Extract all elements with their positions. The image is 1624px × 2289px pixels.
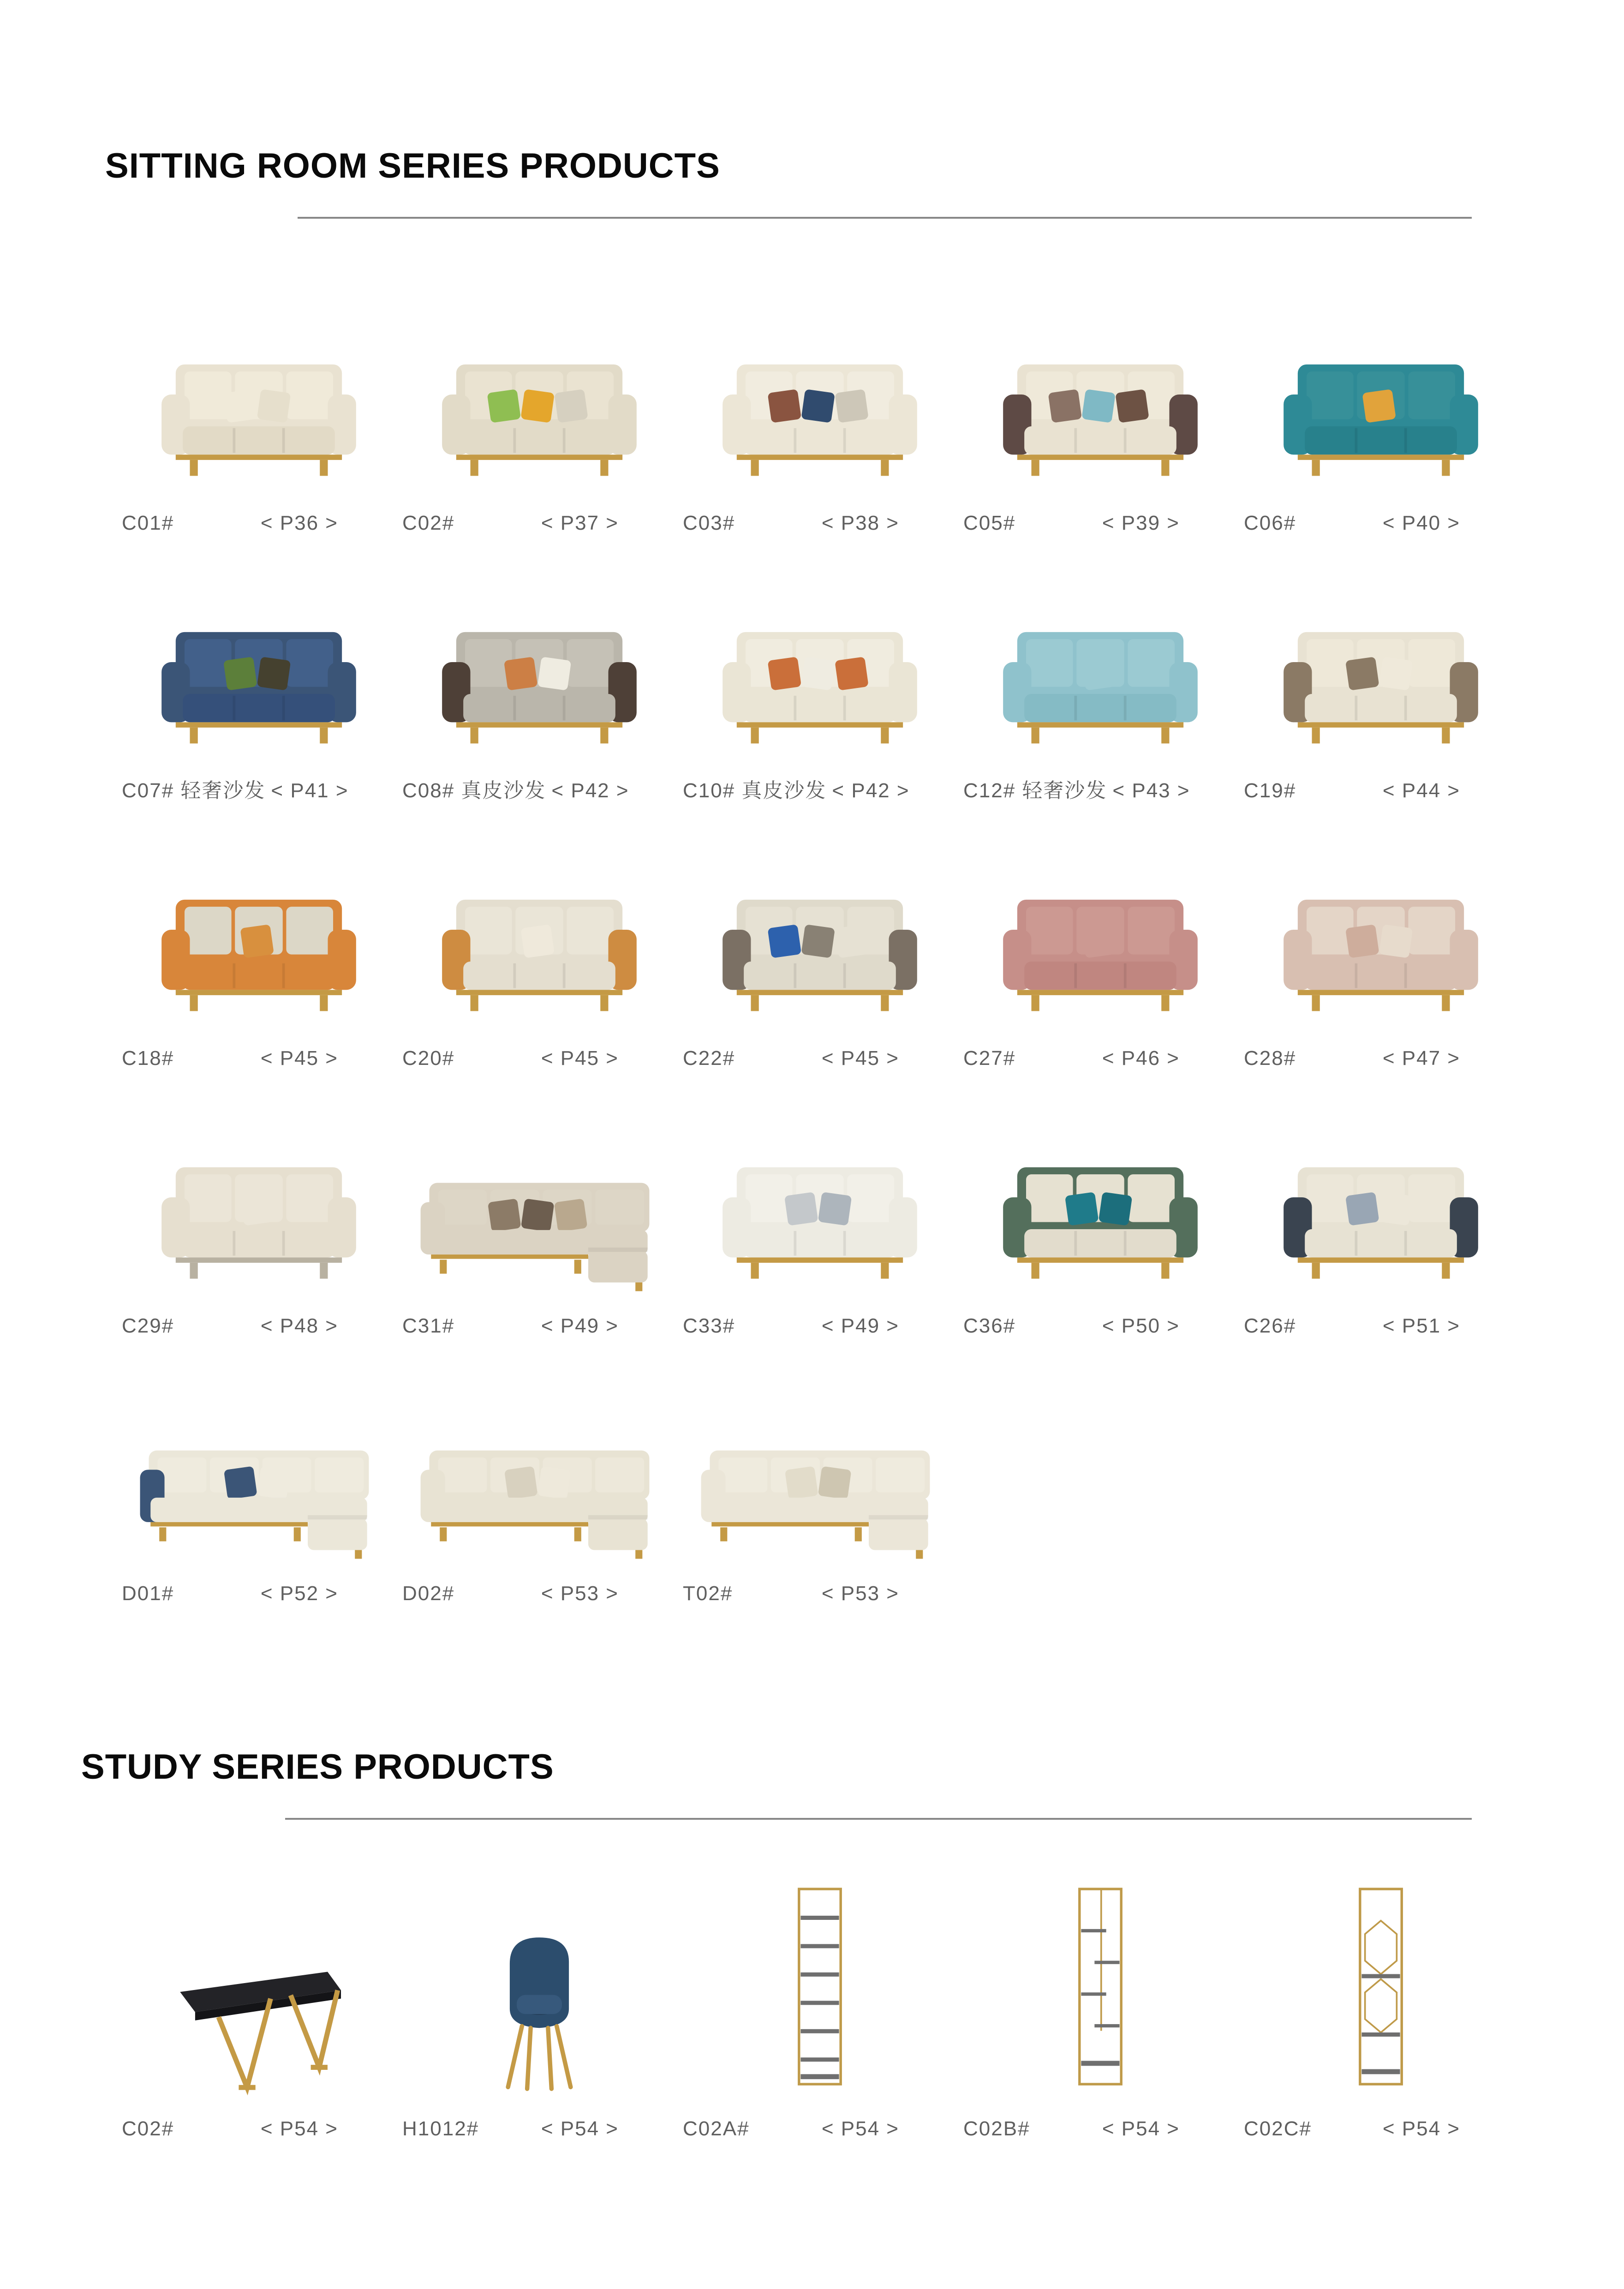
product-label <box>402 1046 676 1070</box>
product-page-ref: < P54 > <box>821 2117 899 2140</box>
sectional-sofa-icon <box>402 1164 676 1295</box>
product-label <box>122 779 396 803</box>
product-code: C26# <box>1244 1315 1296 1337</box>
product-card <box>120 831 400 1098</box>
product-code: C33# <box>683 1315 735 1337</box>
product-code: C01# <box>122 512 174 534</box>
product-card <box>120 1869 400 2169</box>
product-page-ref: < P53 > <box>541 1582 619 1605</box>
product-card <box>961 295 1242 563</box>
sofa-icon <box>402 885 676 1027</box>
product-label <box>122 1046 396 1070</box>
sofa-icon <box>122 350 396 492</box>
desk-icon <box>122 1947 396 2098</box>
product-code: C36# <box>963 1315 1016 1337</box>
product-card <box>681 1869 961 2169</box>
product-page-ref: < P45 > <box>821 1047 899 1070</box>
sofa-icon <box>963 618 1237 759</box>
product-page-ref: < P37 > <box>541 512 619 534</box>
sofa-icon <box>402 618 676 759</box>
section-title-study: STUDY SERIES PRODUCTS <box>81 1747 554 1787</box>
product-card <box>400 831 681 1098</box>
product-page-ref: < P44 > <box>1382 779 1460 802</box>
product-page-ref: < P41 > <box>271 779 349 802</box>
product-label <box>122 1582 396 1606</box>
product-card <box>961 563 1242 831</box>
product-page-ref: < P39 > <box>1102 512 1180 534</box>
product-page-ref: < P46 > <box>1102 1047 1180 1070</box>
product-label <box>683 779 957 803</box>
product-card <box>120 295 400 563</box>
sofa-icon <box>683 618 957 759</box>
product-card <box>961 1098 1242 1366</box>
product-label <box>683 1582 957 1606</box>
sectional-sofa-icon <box>122 1431 396 1562</box>
sofa-icon <box>963 1153 1237 1295</box>
product-page-ref: < P49 > <box>541 1315 619 1337</box>
product-card <box>400 295 681 563</box>
product-label <box>1244 511 1518 535</box>
product-label <box>402 1314 676 1338</box>
product-code: C29# <box>122 1315 174 1337</box>
product-page-ref: < P54 > <box>260 2117 338 2140</box>
product-label <box>402 511 676 535</box>
sofa-icon <box>1244 1153 1518 1295</box>
sofa-icon <box>122 885 396 1027</box>
product-page-ref: < P36 > <box>260 512 338 534</box>
product-page-ref: < P50 > <box>1102 1315 1180 1337</box>
product-card <box>1242 1869 1522 2169</box>
section-title-sitting-room: SITTING ROOM SERIES PRODUCTS <box>105 146 720 185</box>
product-page-ref: < P45 > <box>260 1047 338 1070</box>
product-card <box>400 1869 681 2169</box>
product-label <box>963 2117 1237 2141</box>
product-code: C22# <box>683 1047 735 1070</box>
product-card <box>681 1366 961 1633</box>
sofa-icon <box>963 350 1237 492</box>
product-label <box>683 1314 957 1338</box>
product-label <box>402 779 676 803</box>
product-code: C08# 真皮沙发 <box>402 779 546 802</box>
product-card <box>120 1366 400 1633</box>
product-page-ref: < P42 > <box>832 779 910 802</box>
product-code: C06# <box>1244 512 1296 534</box>
product-card <box>400 563 681 831</box>
product-label <box>683 2117 957 2141</box>
section-divider <box>285 1818 1472 1820</box>
sofa-icon <box>683 350 957 492</box>
sofa-icon <box>1244 885 1518 1027</box>
product-label <box>402 2117 676 2141</box>
product-label <box>683 511 957 535</box>
product-code: C18# <box>122 1047 174 1070</box>
product-code: C03# <box>683 512 735 534</box>
sofa-icon <box>1244 618 1518 759</box>
product-label <box>122 1314 396 1338</box>
product-page-ref: < P51 > <box>1382 1315 1460 1337</box>
sofa-icon <box>122 1153 396 1295</box>
product-code: C31# <box>402 1315 455 1337</box>
product-label <box>1244 779 1518 803</box>
bookshelf-icon <box>963 1881 1237 2098</box>
sofa-icon <box>122 618 396 759</box>
product-card <box>1242 1098 1522 1366</box>
section-divider <box>298 217 1472 219</box>
product-page-ref: < P54 > <box>1382 2117 1460 2140</box>
product-code: C05# <box>963 512 1016 534</box>
sofa-icon <box>402 350 676 492</box>
product-code: D01# <box>122 1582 174 1605</box>
product-code: C02# <box>122 2117 174 2140</box>
product-label <box>1244 1314 1518 1338</box>
product-card <box>400 1098 681 1366</box>
product-page-ref: < P47 > <box>1382 1047 1460 1070</box>
product-label <box>963 1314 1237 1338</box>
sofa-icon <box>963 885 1237 1027</box>
product-label <box>1244 1046 1518 1070</box>
product-label <box>402 1582 676 1606</box>
product-page-ref: < P52 > <box>260 1582 338 1605</box>
product-card <box>681 1098 961 1366</box>
product-code: C10# 真皮沙发 <box>683 779 827 802</box>
product-label <box>122 2117 396 2141</box>
bookshelf-icon <box>1244 1881 1518 2098</box>
product-label <box>963 779 1237 803</box>
product-code: C02C# <box>1244 2117 1312 2140</box>
product-page-ref: < P49 > <box>821 1315 899 1337</box>
product-card <box>961 1869 1242 2169</box>
product-code: C27# <box>963 1047 1016 1070</box>
sectional-sofa-icon <box>683 1431 957 1562</box>
product-code: C19# <box>1244 779 1296 802</box>
product-card <box>400 1366 681 1633</box>
product-code: C20# <box>402 1047 455 1070</box>
product-card <box>1242 831 1522 1098</box>
product-page-ref: < P53 > <box>821 1582 899 1605</box>
product-code: C02A# <box>683 2117 750 2140</box>
product-page-ref: < P48 > <box>260 1315 338 1337</box>
product-code: H1012# <box>402 2117 479 2140</box>
product-code: T02# <box>683 1582 733 1605</box>
product-page-ref: < P54 > <box>1102 2117 1180 2140</box>
sofa-icon <box>1244 350 1518 492</box>
product-grid-study <box>120 1869 1522 2169</box>
product-page-ref: < P42 > <box>551 779 629 802</box>
product-label <box>963 1046 1237 1070</box>
product-label <box>683 1046 957 1070</box>
product-card <box>681 831 961 1098</box>
product-label <box>1244 2117 1518 2141</box>
sofa-icon <box>683 1153 957 1295</box>
product-card <box>681 295 961 563</box>
product-card <box>961 831 1242 1098</box>
product-card <box>120 1098 400 1366</box>
product-page-ref: < P45 > <box>541 1047 619 1070</box>
product-page-ref: < P43 > <box>1112 779 1190 802</box>
bookshelf-icon <box>683 1881 957 2098</box>
product-code: C07# 轻奢沙发 <box>122 779 266 802</box>
product-code: C02# <box>402 512 455 534</box>
sectional-sofa-icon <box>402 1431 676 1562</box>
product-code: D02# <box>402 1582 455 1605</box>
product-card <box>1242 295 1522 563</box>
product-code: C02B# <box>963 2117 1030 2140</box>
product-card <box>1242 563 1522 831</box>
sofa-icon <box>683 885 957 1027</box>
product-grid-sitting-room <box>120 295 1522 1633</box>
product-code: C28# <box>1244 1047 1296 1070</box>
product-card <box>681 563 961 831</box>
product-label <box>963 511 1237 535</box>
product-card <box>120 563 400 831</box>
product-code: C12# 轻奢沙发 <box>963 779 1107 802</box>
product-page-ref: < P54 > <box>541 2117 619 2140</box>
product-page-ref: < P38 > <box>821 512 899 534</box>
product-label <box>122 511 396 535</box>
chair-icon <box>402 1924 676 2098</box>
product-page-ref: < P40 > <box>1382 512 1460 534</box>
